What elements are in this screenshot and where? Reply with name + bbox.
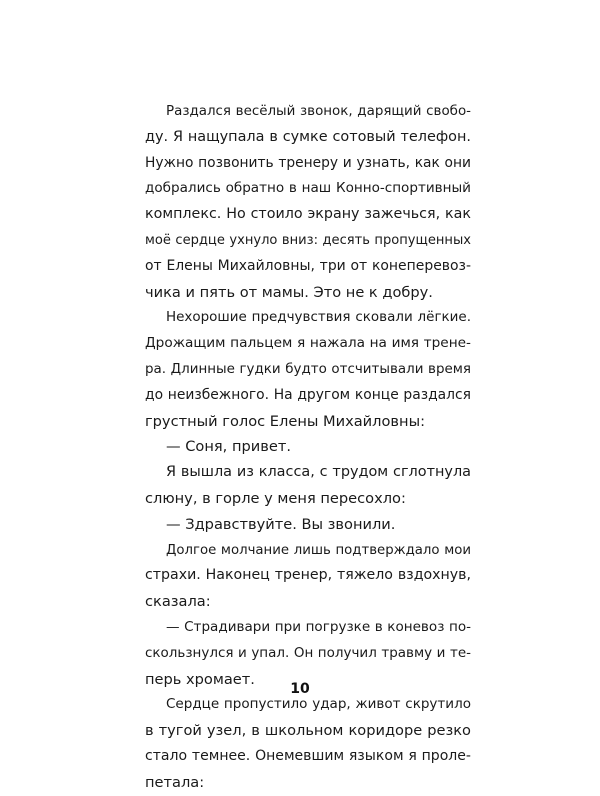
text-line: Раздался весёлый звонок, дарящий свобо- xyxy=(166,104,471,119)
text-line: — Здравствуйте. Вы звонили. xyxy=(166,515,396,533)
text-line: в тугой узел, в школьном коридоре резко xyxy=(145,722,471,740)
page-number: 10 xyxy=(290,681,310,697)
text-line: Долгое молчание лишь подтверждало мои xyxy=(166,542,471,558)
text-line: чика и пять от мамы. Это не к добру. xyxy=(145,283,433,301)
text-line: петала: xyxy=(145,773,205,791)
text-line: сказала: xyxy=(145,593,211,611)
text-line: — Страдивари при погрузке в коневоз по- xyxy=(166,618,471,635)
text-line: страхи. Наконец тренер, тяжело вздохнув, xyxy=(145,567,471,584)
text-line: перь хромает. xyxy=(145,670,255,688)
text-line: слюну, в горле у меня пересохло: xyxy=(145,489,406,507)
text-line: Дрожащим пальцем я нажала на имя трене- xyxy=(145,335,471,352)
text-line: грустный голос Елены Михайловны: xyxy=(145,412,426,430)
text-line: Я вышла из класса, с трудом сглотнула xyxy=(166,464,471,481)
text-line: Нехорошие предчувствия сковали лёгкие. xyxy=(166,309,471,326)
text-line: Нужно позвонить тренеру и узнать, как они xyxy=(145,154,471,171)
text-line: моё сердце ухнуло вниз: десять пропущенных xyxy=(145,232,471,248)
text-line: добрались обратно в наш Конно-спортивный xyxy=(145,180,471,197)
text-line: от Елены Михайловны, три от конеперевоз- xyxy=(145,257,471,274)
text-line: до неизбежного. На другом конце раздался xyxy=(145,386,471,403)
text-line: комплекс. Но стоило экрану зажечься, как xyxy=(145,206,471,223)
text-line: ду. Я нащупала в сумке сотовый телефон. xyxy=(145,128,471,145)
text-line: ра. Длинные гудки будто отсчитывали время xyxy=(145,361,471,377)
text-line: — Соня, привет. xyxy=(166,438,291,456)
text-line: скользнулся и упал. Он получил травму и те- xyxy=(145,644,471,661)
text-line: Сердце пропустило удар, живот скрутило xyxy=(166,696,471,713)
text-line: стало темнее. Онемевшим языком я проле- xyxy=(145,747,471,764)
